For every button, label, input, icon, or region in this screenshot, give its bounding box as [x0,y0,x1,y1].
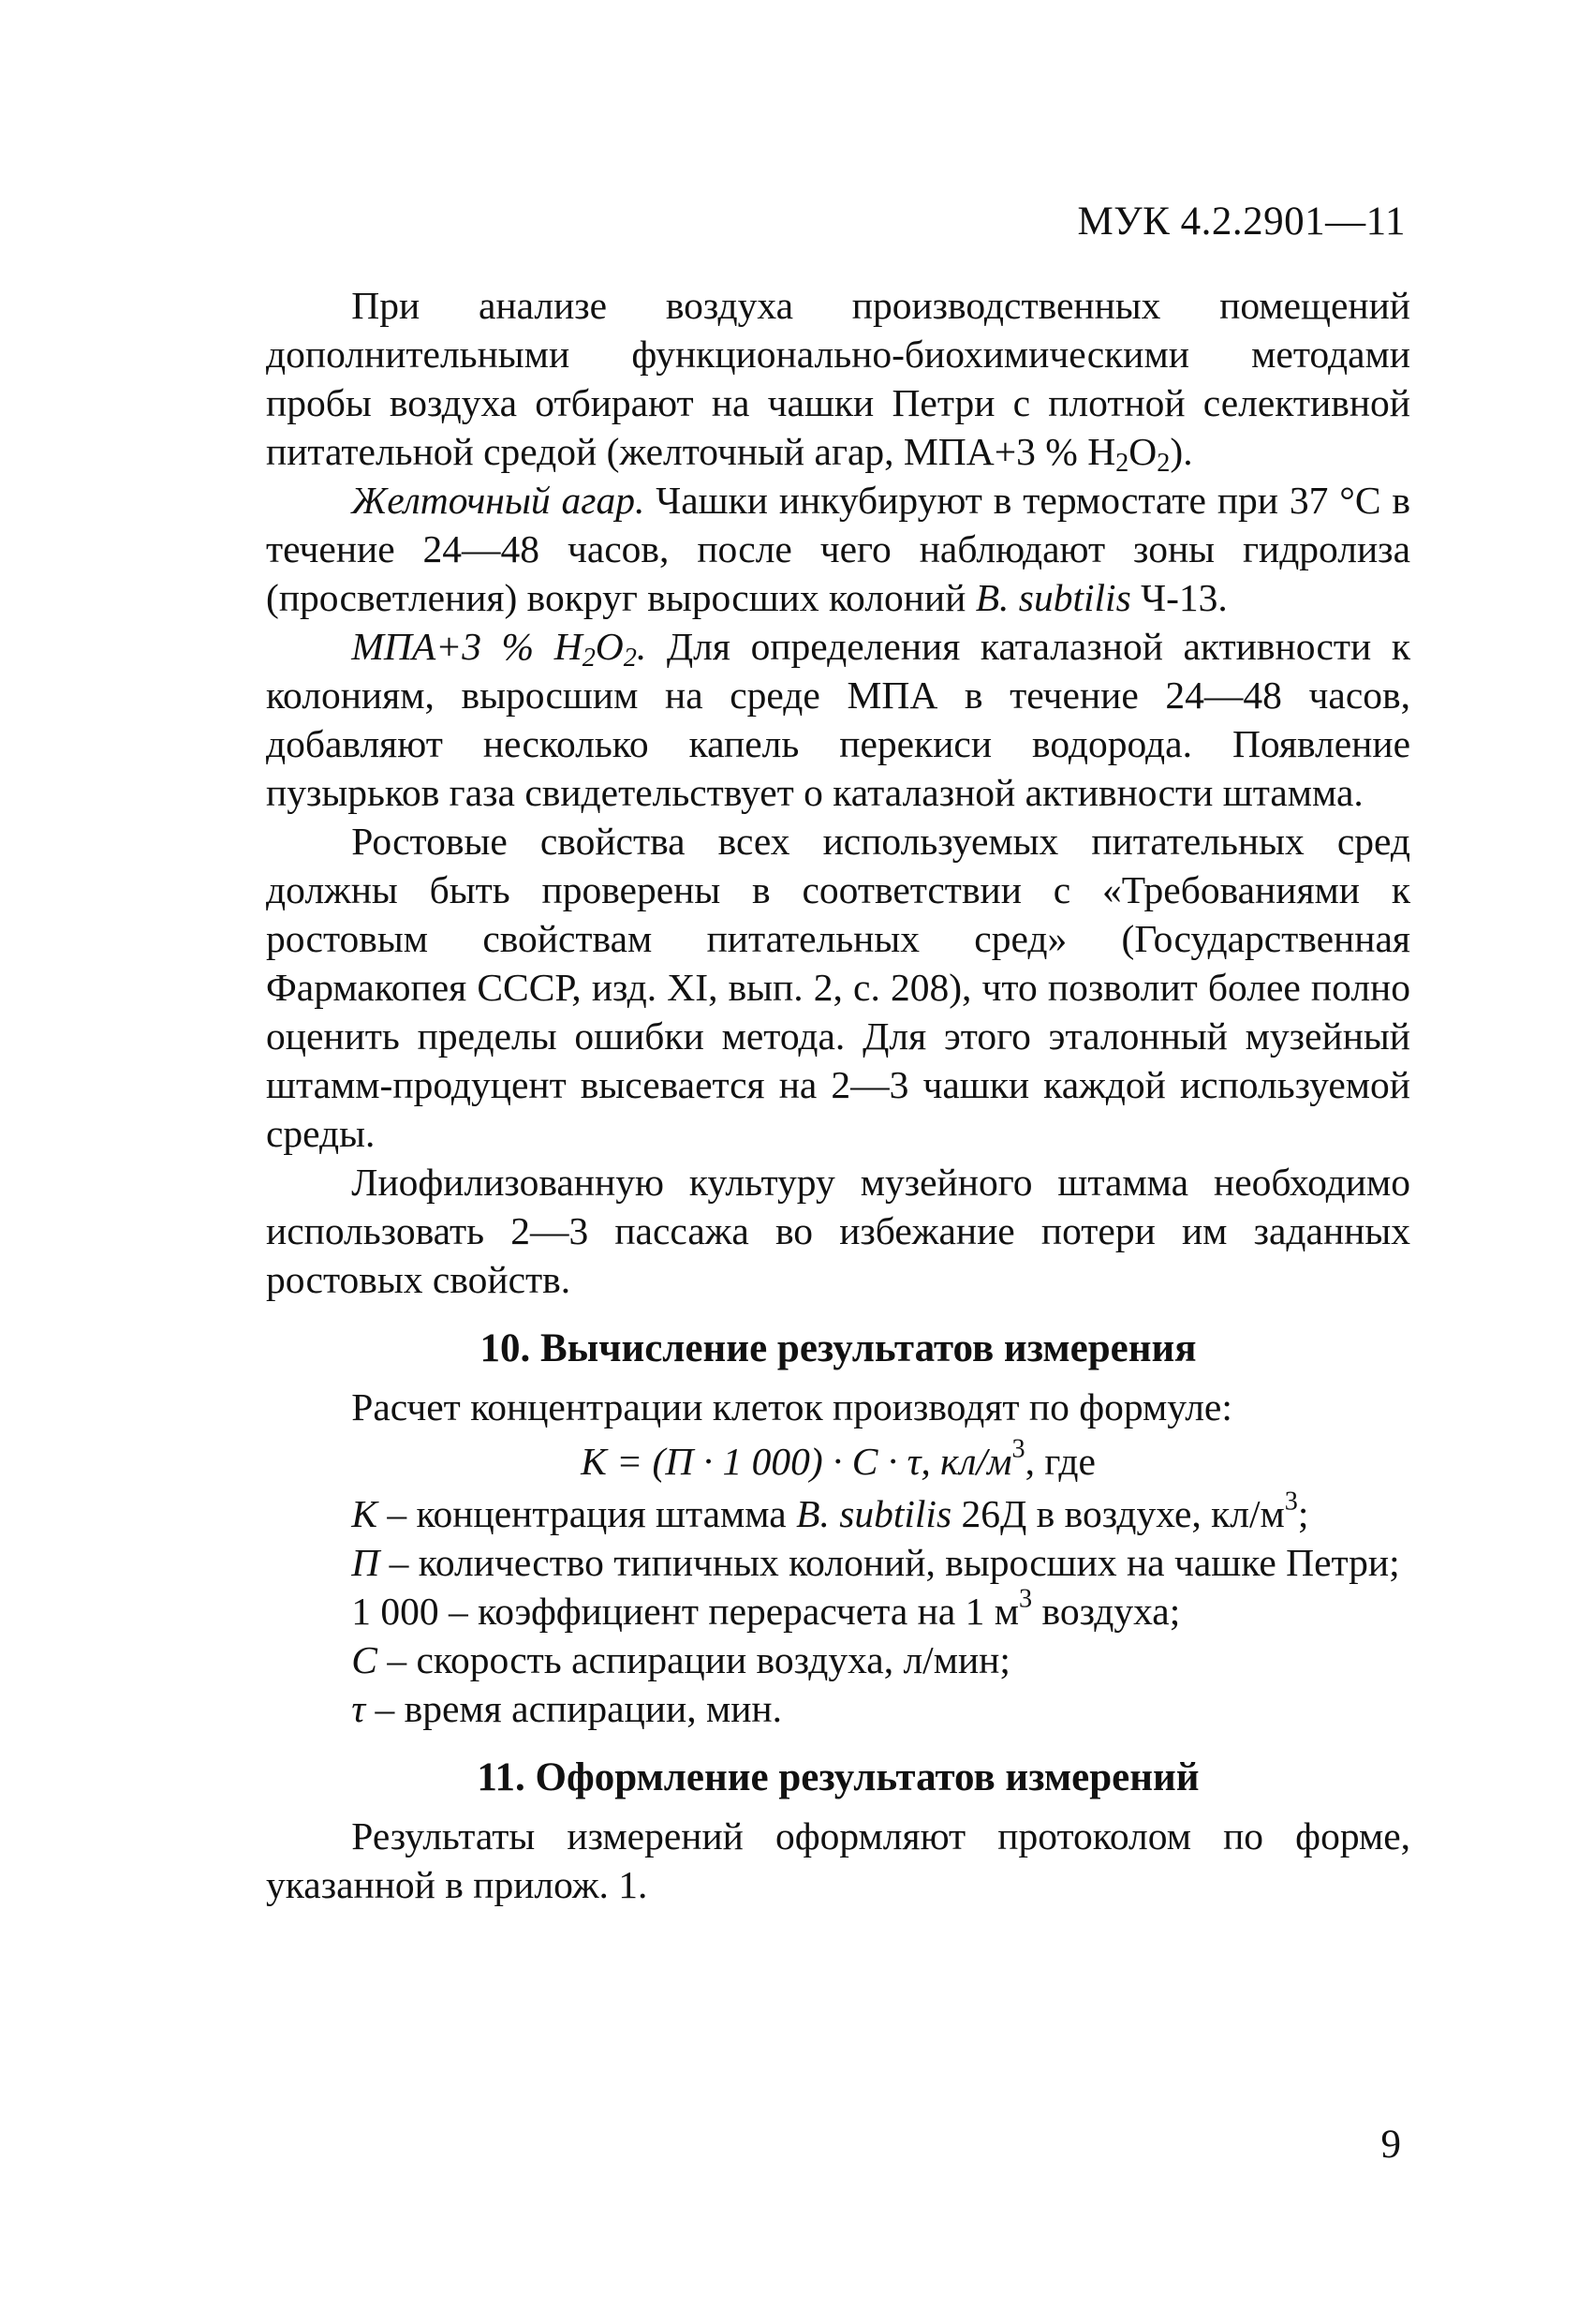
symbol: П [351,1541,380,1584]
legend-text: – скорость аспирации воздуха, л/мин; [376,1638,1010,1681]
paragraph-results: Результаты измерений оформляют протоколом по форме, указанной в прилож. 1. [266,1814,1410,1906]
paragraph-air-sampling [266,281,1410,479]
page-number: 9 [1380,2123,1401,2167]
subscript: 2 [623,644,637,674]
document-code: МУК 4.2.2901—11 [1077,200,1406,244]
paragraph-text: O [1128,430,1158,473]
section-heading-results: 11. Оформление результатов измерений [477,1755,1200,1799]
paragraph-lead [351,625,647,674]
legend-coefficient [266,1584,1410,1636]
species-name: B. subtilis [796,1492,952,1535]
legend-k [266,1489,1410,1538]
legend-tau [266,1684,1410,1733]
species-name: B. subtilis [975,576,1131,619]
symbol: C [351,1638,377,1681]
legend-text: ; [1297,1492,1309,1535]
formula-intro: Расчет концентрации клеток производят по формуле: [351,1385,1232,1428]
formula-expression: K = (П · 1 000) · C · τ, кл/м [581,1440,1012,1483]
legend-text: – количество типичных колоний, выросших на чашке Петри; [379,1541,1400,1584]
paragraph-mpa-h2o2 [266,622,1410,817]
subscript: 2 [582,644,596,674]
legend-text: – время аспирации, мин. [365,1687,783,1730]
section-heading-calculation: 10. Вычисление результатов измерения [479,1326,1197,1370]
paragraph-text: ). [1170,430,1193,473]
formula-suffix: , где [1025,1440,1096,1483]
legend-p [266,1538,1410,1587]
superscript: 3 [1284,1487,1298,1517]
paragraph-text: При анализе воздуха производственных помещений дополнительными функционально-биохимическими методами пробы воздуха отбирают на чашки Петри с плотной селективной питательной средой (желточный агар, МПА+3 % H [266,284,1410,473]
paragraph-text: Ч-13. [1130,576,1228,619]
lead-text: O [595,625,624,668]
paragraph-lyophilized-culture: Лиофилизованную культуру музейного штамма необходимо использовать 2—3 пассажа во избежание потери им заданных ростовых свойств. [266,1161,1410,1301]
subscript: 2 [1157,449,1171,479]
subscript: 2 [1115,449,1129,479]
legend-text: 1 000 – коэффициент перерасчета на 1 м [351,1590,1020,1633]
formula [266,1434,1410,1486]
paragraph-text: Чашки инкубируют в термостате при 37 °С в течение 24—48 часов, после чего наблюдают зоны гидролиза (просветления) вокруг выросших колоний [266,479,1410,619]
paragraph-lead: Желточный агар. [351,479,645,522]
lead-text: МПА+3 % H [351,625,583,668]
paragraph-yolk-agar [266,476,1410,622]
superscript: 3 [1011,1434,1025,1464]
superscript: 3 [1019,1584,1033,1614]
legend-text: 26Д в воздухе, кл/м [951,1492,1285,1535]
paragraph-text: Для определения каталазной активности к колониям, выросшим на среде МПА в течение 24—48 часов, добавляют несколько капель перекиси водорода. Появление пузырьков газа свидетельствует о каталазной активности штамма. [266,625,1411,814]
legend-c [266,1636,1410,1684]
symbol: K [351,1492,377,1535]
symbol: τ [351,1687,366,1730]
paragraph-growth-properties: Ростовые свойства всех используемых питательных сред должны быть проверены в соответствии с «Требованиями к ростовым свойствам питательных сред» (Государственная Фармакопея СССР, изд. XI, вып. 2, с. 208), что позволит более полно оценить пределы ошибки метода. Для этого эталонный музейный штамм-продуцент высевается на 2—3 чашки каждой используемой среды. [266,820,1410,1155]
legend-text: воздуха; [1032,1590,1181,1633]
page-body [266,281,1410,1909]
lead-text: . [636,625,647,668]
legend-text: – концентрация штамма [376,1492,797,1535]
